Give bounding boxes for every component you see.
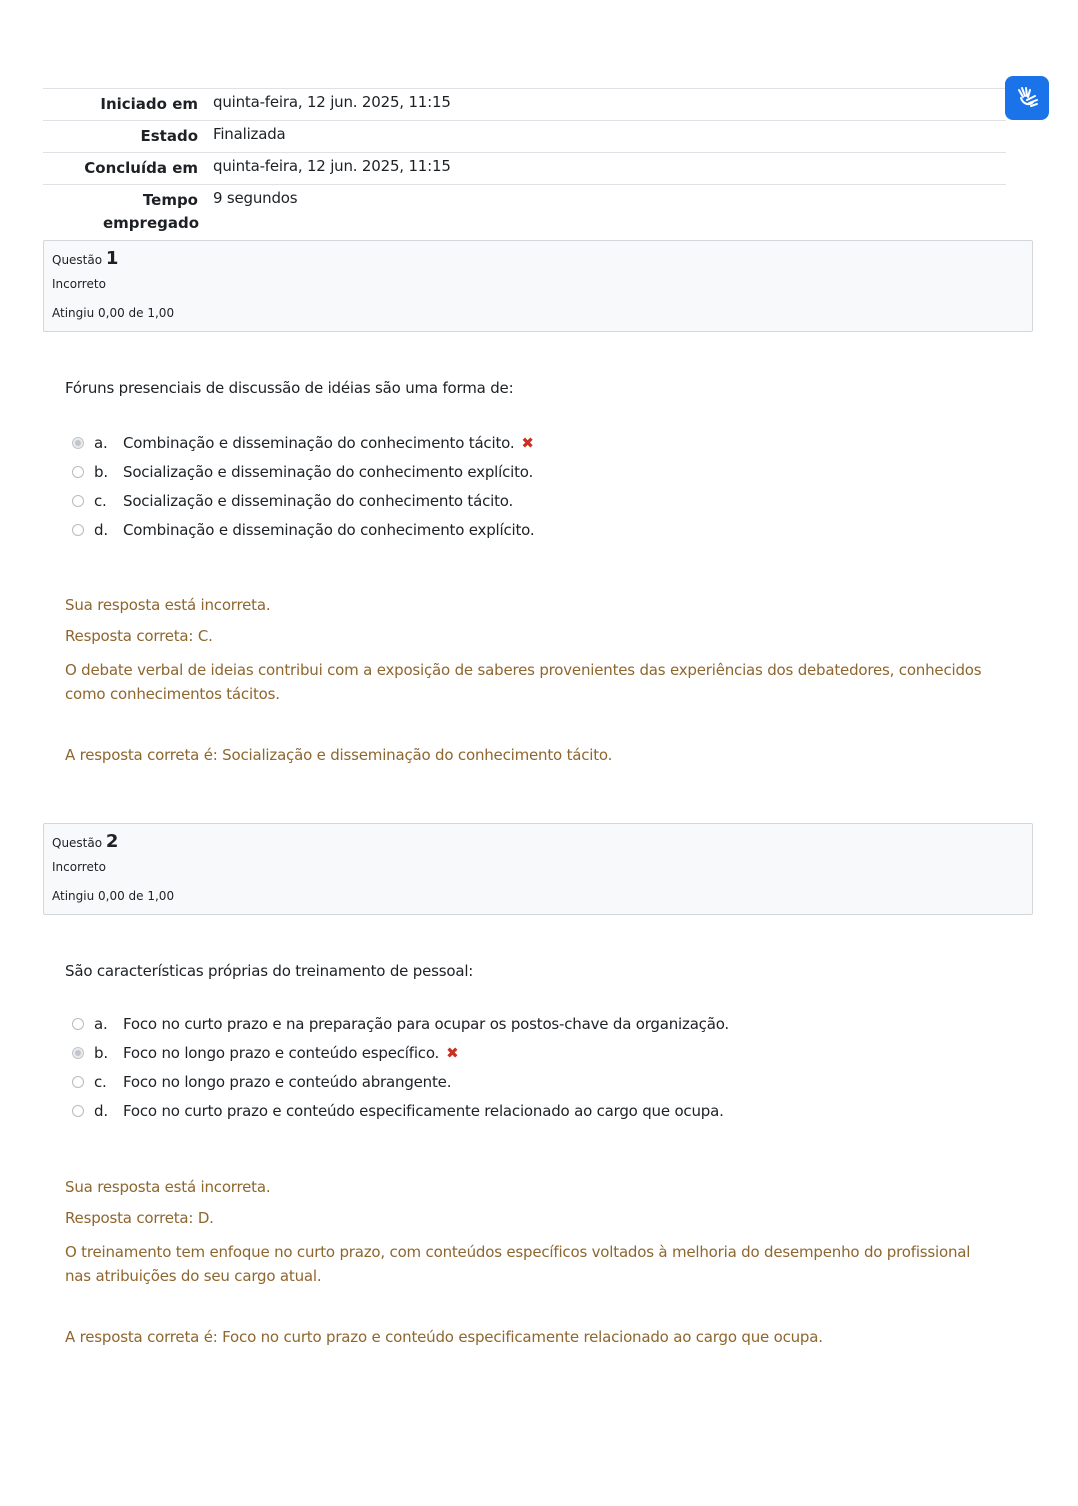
question-text: Fóruns presenciais de discussão de idéias são uma forma de: [65,379,514,397]
sign-language-icon [1013,84,1041,112]
question-grade: Atingiu 0,00 de 1,00 [52,306,175,320]
feedback-correct-letter: Resposta correta: D. [65,1209,214,1227]
radio-button[interactable] [72,437,84,449]
question-info-box [43,823,1033,915]
option-letter: a. [94,433,108,452]
option-text: Foco no longo prazo e conteúdo específico. [123,1043,440,1062]
question-number [52,832,1024,853]
option-letter: c. [94,1072,107,1091]
summary-label: Tempo empregado [103,191,200,232]
question-text: São características próprias do treinamento de pessoal: [65,962,474,980]
summary-row-started [43,88,1006,120]
answer-option[interactable] [72,1096,729,1125]
answer-options [72,428,534,544]
feedback-explanation: O treinamento tem enfoque no curto prazo, com conteúdos específicos voltados à melhoria do desempenho do profissional nas atribuições do seu cargo atual. [65,1243,971,1285]
question-prefix: Questão [52,253,103,267]
question-info-box [43,240,1033,332]
summary-row-time-taken [43,184,1006,239]
answer-option[interactable] [72,1009,729,1038]
answer-option[interactable] [72,1038,729,1067]
question-state: Incorreto [52,277,106,291]
option-text: Combinação e disseminação do conhecimento tácito. [123,433,515,452]
option-text: Socialização e disseminação do conhecimento explícito. [123,462,534,481]
option-letter: b. [94,462,108,481]
question-number-value: 2 [105,831,119,852]
summary-label: Estado [140,127,198,145]
question-number-value: 1 [105,248,119,269]
radio-button[interactable] [72,1047,84,1059]
option-letter: d. [94,520,108,539]
answer-option[interactable] [72,428,534,457]
summary-value: 9 segundos [213,189,298,207]
answer-options [72,1009,729,1125]
question-state: Incorreto [52,860,106,874]
option-letter: a. [94,1014,108,1033]
option-letter: b. [94,1043,108,1062]
question-prefix: Questão [52,836,103,850]
radio-button[interactable] [72,466,84,478]
answer-option[interactable] [72,1067,729,1096]
radio-button[interactable] [72,495,84,507]
option-text: Foco no longo prazo e conteúdo abrangente. [123,1072,452,1091]
summary-row-completed [43,152,1006,184]
attempt-summary-table [43,88,1006,239]
question-feedback [65,596,995,764]
question-grade: Atingiu 0,00 de 1,00 [52,889,175,903]
summary-value: quinta-feira, 12 jun. 2025, 11:15 [213,157,451,175]
radio-button[interactable] [72,1018,84,1030]
option-letter: d. [94,1101,108,1120]
feedback-explanation: O debate verbal de ideias contribui com a exposição de saberes provenientes das experiências dos debatedores, conhecidos como conhecimentos tácitos. [65,661,982,703]
option-text: Foco no curto prazo e conteúdo especificamente relacionado ao cargo que ocupa. [123,1101,724,1120]
option-text: Socialização e disseminação do conhecimento tácito. [123,491,514,510]
answer-option[interactable] [72,486,534,515]
feedback-correct-letter: Resposta correta: C. [65,627,213,645]
option-text: Foco no curto prazo e na preparação para ocupar os postos-chave da organização. [123,1014,730,1033]
radio-button[interactable] [72,524,84,536]
summary-value: quinta-feira, 12 jun. 2025, 11:15 [213,93,451,111]
feedback-status: Sua resposta está incorreta. [65,596,271,614]
feedback-right-answer: A resposta correta é: Foco no curto prazo e conteúdo especificamente relacionado ao cargo que ocupa. [65,1328,823,1346]
accessibility-button[interactable] [1005,76,1049,120]
option-text: Combinação e disseminação do conhecimento explícito. [123,520,535,539]
feedback-right-answer: A resposta correta é: Socialização e disseminação do conhecimento tácito. [65,746,613,764]
feedback-status: Sua resposta está incorreta. [65,1178,271,1196]
summary-label: Iniciado em [100,95,198,113]
question-feedback [65,1178,995,1346]
summary-row-state [43,120,1006,152]
radio-button[interactable] [72,1105,84,1117]
option-letter: c. [94,491,107,510]
answer-option[interactable] [72,457,534,486]
incorrect-icon: ✖ [521,433,534,452]
summary-value: Finalizada [213,125,286,143]
radio-button[interactable] [72,1076,84,1088]
incorrect-icon: ✖ [446,1043,459,1062]
summary-label: Concluída em [84,159,198,177]
question-number [52,249,1024,270]
answer-option[interactable] [72,515,534,544]
